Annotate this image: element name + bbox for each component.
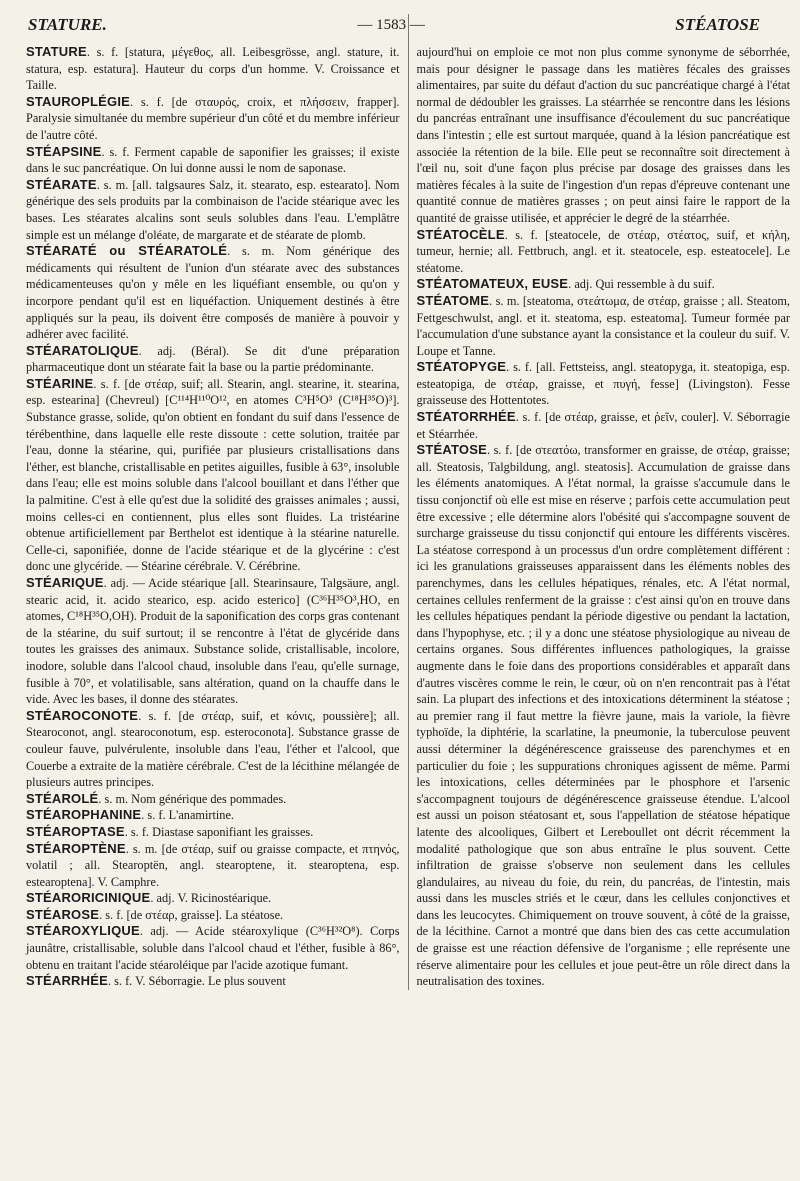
dictionary-entry [26,376,400,575]
entry-definition: . s. f. [all. Fettsteiss, angl. steatopyga, it. steatopiga, esp. esteatopiga, de στέαρ, graisse, et πυγή, fesse] (Livingston). Fesse graisseuse des Hottentotes. [416,360,790,408]
left-column [10,44,400,990]
entry-definition: . s. m. [all. talgsaures Salz, it. stearato, esp. estearato]. Nom générique des sels produits par la combinaison de l'acide stéarique avec les bases. Les stéarates alcalins sont seuls solubles dans l'eau. L'emplâtre simple est un mélange d'oléate, de margarate et de stéarate de plomb. [26,177,400,242]
entry-definition: . s. f. Diastase saponifiant les graisses. [124,824,314,839]
entry-definition: aujourd'hui on emploie ce mot non plus comme synonyme de séborrhée, mais pour désigner le passage dans les matières fécales des graisses alimentaires, par suite du défaut d'action du suc pancréatique chargé à l'état normal de dédoubler les graisses. La stéarrhée se rencontre dans les lésions du pancréas entraînant une insuffisance d'écoulement du suc pancréatique dans l'intestin ; elle est surtout marquée, quand à la lésion pancréatique est associée la rétention de la bile. Elle peut se reconnaître soit directement à l'œil nu, soit d'une façon plus précise par dosage des graisses dans les matières fécales à la suite de l'ingestion d'un repas d'épreuve contenant une quantité connue de matières grasses ; on peut ainsi faire le rapport de la quantité de graisse utilisée, et apprécier le degré de la stéarrhée. [416,45,790,225]
entry-headword: STÉAROPTASE [26,823,125,839]
entry-headword: STÉAROXYLIQUE [26,923,140,939]
dictionary-entry [26,973,400,990]
entry-headword: STÉAROCONOTE [26,707,139,723]
entry-definition: . s. f. [de στέαρ, graisse]. La stéatose. [99,907,284,922]
entry-headword: STÉAROPTÈNE [26,840,126,856]
entry-headword: STÉATOCÈLE [416,226,505,242]
entry-definition: . s. f. [de στέαρ, suif; all. Stearin, angl. stearine, it. stearina, esp. estearina] (Chevreul) [C¹¹⁴H¹¹⁰O¹², en atomes C³H⁵O³ (C¹⁸H³⁵O)³]. Substance grasse, solide, qu'on obtient en fondant du suif dans l'essence de térébenthine, dans laquelle elle reste dissoute : cette solution, traitée par l'eau, donne la stéarine, qui, purifiée par plusieurs cristallisations dans l'éther, est blanche, cristallisable en petites aiguilles, fusible à 63°, insoluble dans l'eau; elle est moins soluble dans l'alcool bouillant et dans l'éther que la palmitine. C'est à elle qu'est due la solidité des graisses animales ; aussi, moins celles-ci en contiennent, plus elles sont fluides. La tristéarine obtenue artificiellement par Berthelot est identique à la stéarine naturelle. Celle-ci, saponifiée, donne de l'acide stéarique et de la glycérine : c'est donc une glycéride. — Stéarine cérébrale. V. Cérébrine. [26,376,400,574]
entry-headword: STÉAROSE [26,906,100,922]
entry-definition: . s. m. [steatoma, στεάτωμα, de στέαρ, graisse ; all. Steatom, Fettgeschwulst, angl. et it. steatoma, esp. esteatoma]. Tumeur formée par l'accumulation d'une substance ayant la consistance et la couleur du suif. V. Loupe et Tanne. [416,293,790,358]
dictionary-entry [417,442,791,990]
entry-definition: . s. f. Ferment capable de saponifier les graisses; il existe dans le suc pancréatique. On lui donne aussi le nom de saponase. [26,144,400,176]
entry-headword: STÉATOSE [416,442,487,458]
entry-headword: STATURE [26,44,87,59]
entry-headword: STÉAPSINE [26,143,102,159]
dictionary-entry [26,708,400,791]
entry-definition: . s. f. [steatocele, de στέαρ, στέατος, suif, et κήλη, tumeur, hernie; all. Fettbruch, angl. et it. steatocele, esp. esteatocele]. Le stéatome. [416,227,790,275]
entry-definition: . adj. (Béral). Se dit d'une préparation pharmaceutique dont un stéarate fait la base ou la partie prédominante. [26,343,400,375]
entry-headword: STÉARATOLIQUE [26,342,139,358]
entry-definition: . s. m. [de στέαρ, suif ou graisse compacte, et πτηνός, volatil ; all. Stearoptën, angl. stearoptene, it. stearoptena, esp. estearoptena]. V. Camphre. [26,841,400,889]
header-left-guideword: STATURE. [28,15,107,34]
entry-definition: . s. f. [de στέαρ, suif, et κόνις, poussière]; all. Stearoconot, angl. stearoconotum, esp. esteroconota]. Substance grasse de couleur fauve, pulvérulente, insoluble dans l'eau, l'éther et l'alcool, que Couerbe a extraite de la matière cérébrale. C'est de la lécithine mélangée de plusieurs autres principes. [26,708,400,790]
entry-definition: . s. m. Nom générique des pommades. [98,791,287,806]
entry-definition: . s. m. Nom générique des médicaments qui résultent de l'union d'un stéarate avec des substances médicamenteuses qu'on y mêle en les liquéfiant ensemble, ou qu'on y incorpore pendant qu'il est en liquéfaction. Uniquement destinés à être appliqués sur la peau, ils doivent être composés de manière à pouvoir y adhérer avec facilité. [26,244,400,342]
running-header [10,14,790,36]
dictionary-entry [26,807,400,824]
entry-headword: STÉARORICINIQUE [26,890,151,906]
entry-headword: STÉARINE [26,375,94,391]
entry-definition: . s. f. [de στεατόω, transformer en graisse, de στέαρ, graisse; all. Steatosis, Talgbildung, angl. steatosis]. Accumulation de graisse dans les éléments anatomiques. A l'état normal, la graisse s'accumule dans le tissu conjonctif où elle est mise en réserve ; parfois cette accumulation peut être excessive ; elle détermine alors l'obésité qui s'accompagne souvent de surcharge graisseuse du tissu conjonctif qui entoure les différents viscères. La stéatose correspond à un processus d'un ordre complètement différent : ici les granulations graisseuses apparaissent dans les éléments nobles des parenchymes, dans les cellules hépatiques, rénales, etc. A l'état normal, certaines cellules renferment de la graisse : c'est ainsi qu'on en trouve dans les cellules hépatiques pendant la période digestive ou pendant la lactation, dans l'hypophyse, etc. ; il y a donc une stéatose physiologique au niveau de certains organes. Sous différentes influences pathologiques, la graisse augmente dans le foie dans des proportions considérables et apparaît dans d'autres viscères comme le rein, le cœur, où on n'en rencontrait pas à l'état sain. La plupart des infections et des intoxications déterminent la stéatose ; au premier rang il faut mettre la fièvre jaune, mais la variole, la fièvre typhoïde, la diphtérie, la scarlatine, la pneumonie, la tuberculose peuvent aussi déterminer la dégénérescence graisseuse des parenchymes et en particulier du foie ; les suppurations chroniques agissent de même. Parmi les intoxications, celles déterminées par le phosphore et l'arsenic s'accompagnent toujours de dégénérescence graisseuse étendue. L'alcool est aussi un poison stéatosant et, sous l'appellation de stéatose hépatique latente des alcooliques, Gilbert et Lereboullet ont décrit récemment la modalité pathologique que son abus entraîne le plus souvent. Cette infiltration de graisse s'observe non seulement dans les cellules glandulaires, au niveau du foie, du rein, du pancréas, de l'intestin, mais aussi dans les muscles striés et le cœur, dans les cellules conjonctives et dans les leucocytes. Chimiquement on trouve souvent, à côté de la graisse, de la lécithine. Carnot a montré que dans bien des cas cette accumulation de graisse est une réaction défensive de l'organisme ; elle représente une réserve alimentaire pour les cellules et joue peut-être un rôle direct dans la neutralisation des toxines. [416,443,790,989]
dictionary-entry [26,841,400,891]
dictionary-entry [26,890,400,907]
entry-headword: STÉARATE [26,176,97,192]
entry-headword: STÉAROPHANINE [26,807,142,823]
header-right-guideword: STÉATOSE [675,15,760,34]
entry-headword: STÉARRHÉE [26,973,108,989]
entry-headword: STÉATOME [416,292,490,308]
entry-definition: . s. f. [statura, μέγεθος, all. Leibesgrösse, angl. stature, it. statura, esp. estatura]. Hauteur du corps d'un homme. V. Croissance et Taille. [26,45,400,93]
entry-definition: . s. f. V. Séborragie. Le plus souvent [107,974,286,989]
dictionary-entry [417,293,791,359]
dictionary-entry [26,44,400,94]
entry-definition: . adj. Qui ressemble à du suif. [568,277,715,292]
dictionary-entry [26,575,400,708]
column-divider [408,14,409,990]
dictionary-entry [417,44,791,227]
dictionary-entry [26,791,400,808]
entry-headword: STÉAROLÉ [26,790,99,806]
dictionary-entry [26,144,400,177]
entry-headword: STAUROPLÉGIE [26,93,131,109]
dictionary-entry [26,824,400,841]
entry-headword: STÉATORRHÉE [416,409,516,425]
dictionary-entry [417,276,791,293]
right-column [417,44,791,990]
dictionary-entry [417,359,791,409]
entry-headword: STÉATOPYGE [416,359,507,375]
dictionary-entry [417,409,791,442]
entry-headword: STÉARATÉ ou STÉARATOLÉ [26,243,228,259]
dictionary-entry [26,94,400,144]
entry-definition: . s. f. L'anamirtine. [141,808,234,823]
page-number: — 1583 — [357,16,425,33]
entry-headword: STÉARIQUE [26,575,104,590]
entry-definition: . s. f. [de σταυρός, croix, et πλήσσειν, frapper]. Paralysie simultanée du membre supérieur d'un côté et du membre inférieur de l'autre côté. [26,94,400,142]
dictionary-entry [26,243,400,343]
entry-headword: STÉATOMATEUX, EUSE [416,276,569,292]
dictionary-entry [417,227,791,277]
dictionary-entry [26,907,400,924]
dictionary-entry [26,177,400,243]
entry-definition: . adj. V. Ricinostéarique. [150,891,272,906]
dictionary-entry [26,343,400,376]
entry-definition: . s. f. [de στέαρ, graisse, et ῥεῖν, couler]. V. Séborragie et Stéarrhée. [416,410,790,441]
entry-definition: . adj. — Acide stéarique [all. Stearinsaure, Talgsäure, angl. stearic acid, it. acido stearico, esp. acido esterico] (C³⁶H³⁵O³,HO, en atomes, C¹⁸H³⁵O,OH). Produit de la saponification des corps gras contenant de la stéarine, du suif surtout; il se rencontre à l'état de glycéride dans toutes les graisses des animaux. Substance solide, cristallisable, incolore, inodore, soluble dans l'alcool chaud, insoluble dans l'eau, qu'elle surnage, fusible à 70°, et volatilisable, sans altération, quand on la chauffe dans le vide. Avec les bases, il donne des stéarates. [26,576,400,707]
entry-definition: . adj. — Acide stéaroxylique (C³⁶H³²O⁸). Corps jaunâtre, cristallisable, soluble dans l'alcool chaud et l'éther, fusible à 86°, obtenu en traitant l'acide stéaroléique par l'acide azotique fumant. [26,924,400,972]
dictionary-entry [26,923,400,973]
